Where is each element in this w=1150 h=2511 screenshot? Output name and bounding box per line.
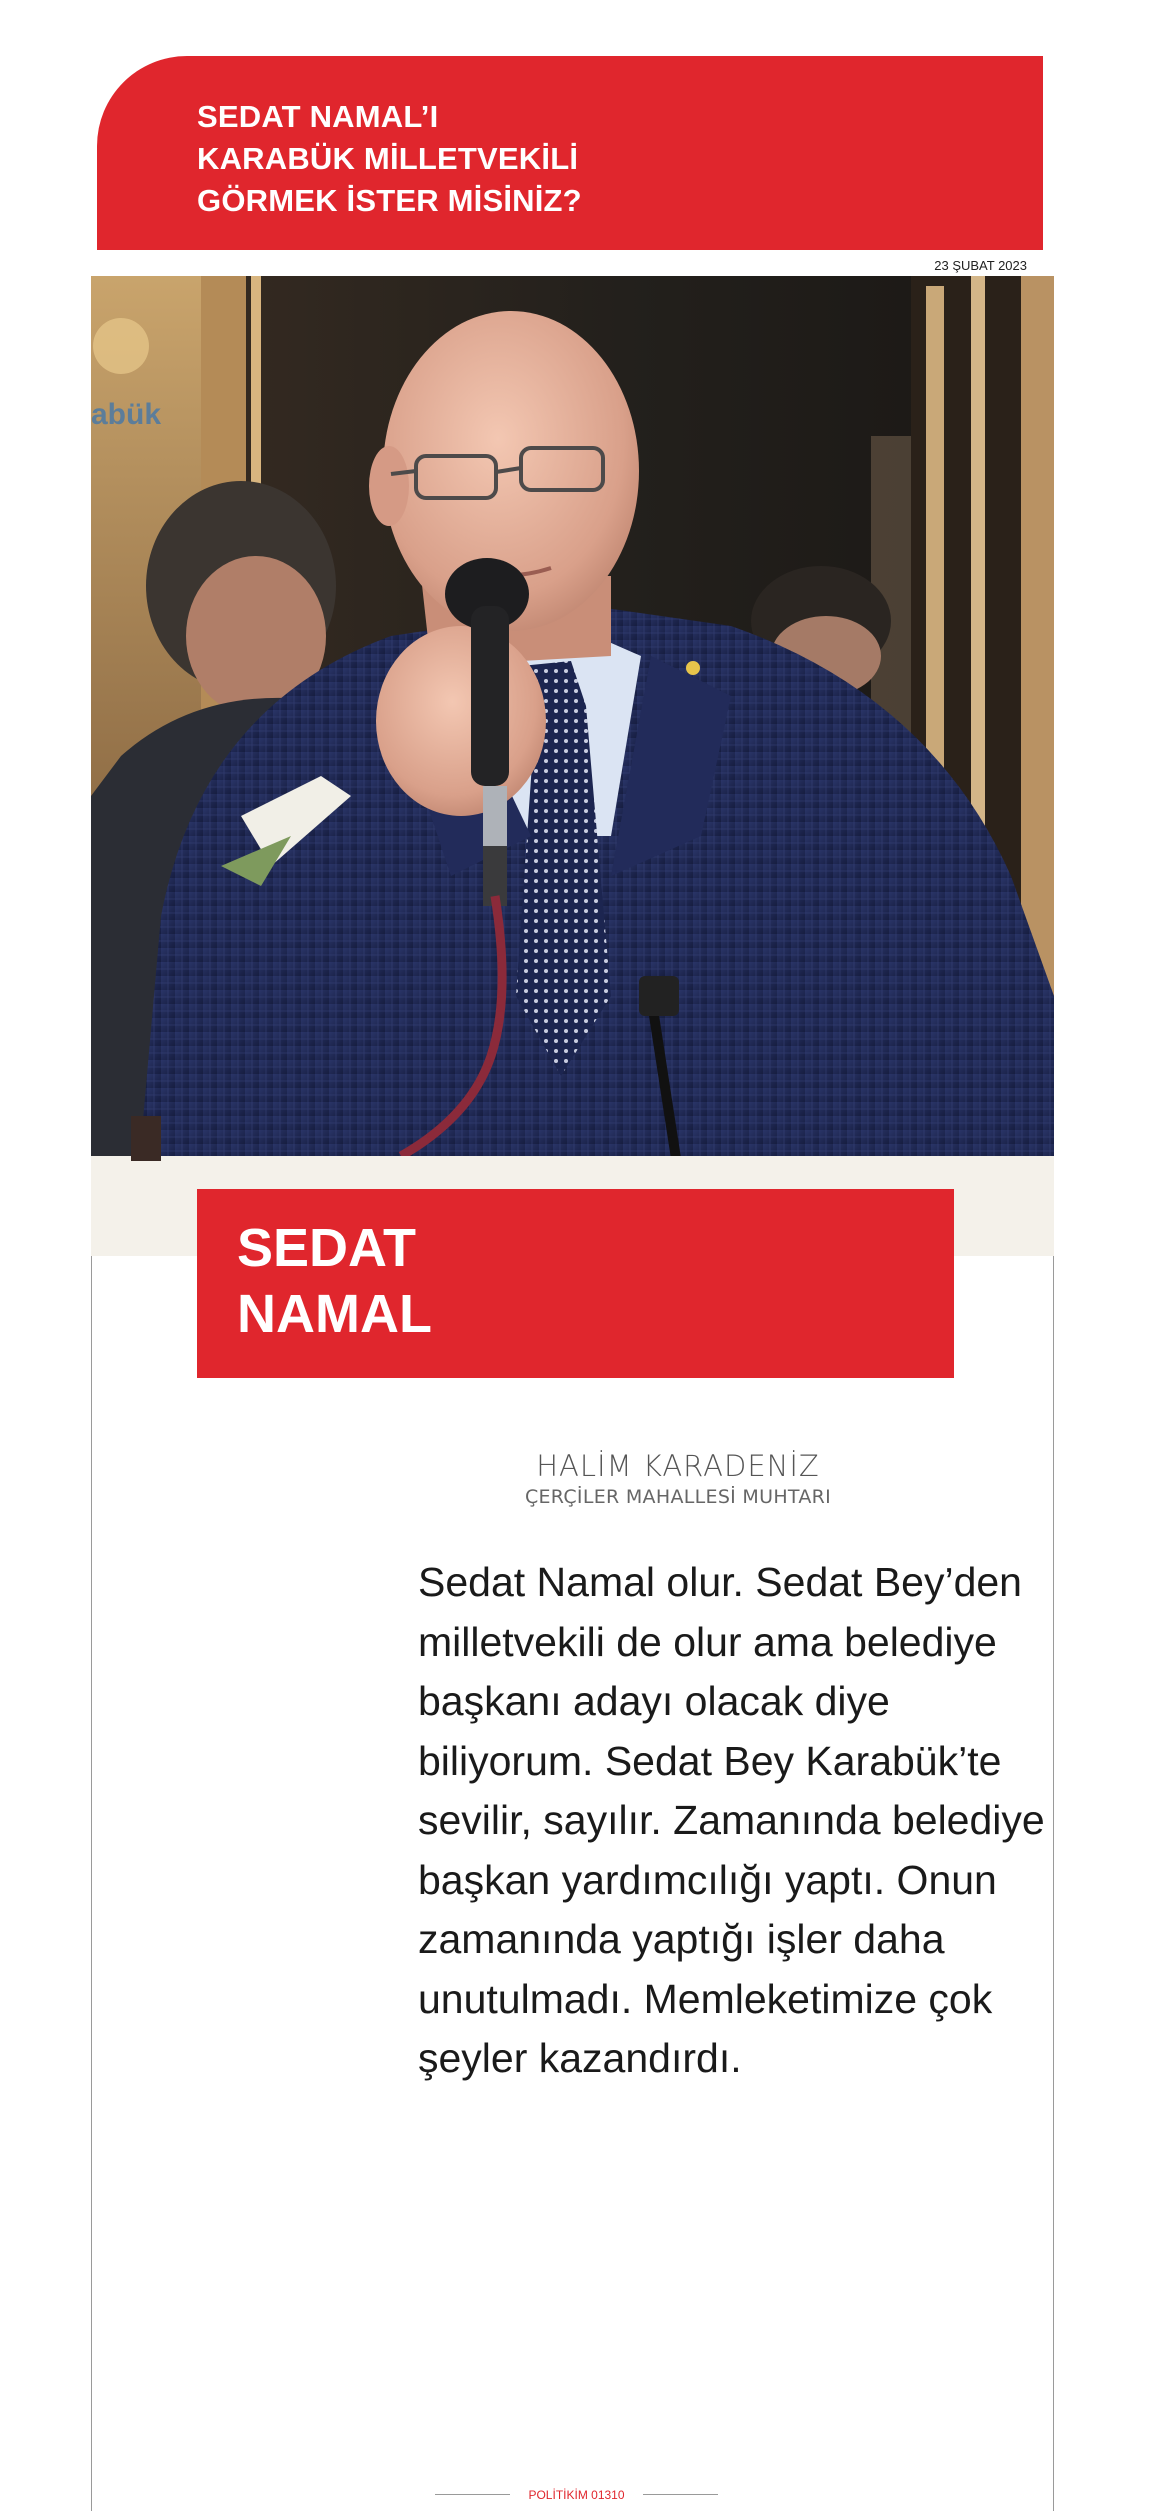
subject-first-name: SEDAT xyxy=(237,1218,417,1278)
footer-rule-right xyxy=(643,2494,718,2495)
quote-line-7: zamanında yaptığı işler daha xyxy=(418,1916,945,1962)
headline-line-1: SEDAT NAMAL’I xyxy=(197,99,439,134)
quote-line-6: başkan yardımcılığı yaptı. Onun xyxy=(418,1856,997,1903)
quote-line-5: sevilir, sayılır. Zamanında belediye xyxy=(418,1797,1045,1843)
headline-line-3: GÖRMEK İSTER MİSİNİZ? xyxy=(197,183,582,218)
page-number: POLİTİKİM 01310 xyxy=(528,2488,625,2502)
name-banner xyxy=(197,1189,954,1378)
subject-last-name: NAMAL xyxy=(237,1284,432,1344)
portrait-photo xyxy=(91,276,1054,1256)
quote-body xyxy=(418,1553,1045,2089)
subject-name xyxy=(237,1215,432,1347)
quote-line-1: Sedat Namal olur. Sedat Bey’den xyxy=(418,1559,1022,1605)
page-footer xyxy=(0,2485,1150,2505)
quote-attribution xyxy=(418,1448,938,1510)
footer-rule-left xyxy=(435,2494,510,2495)
headline-line-2: KARABÜK MİLLETVEKİLİ xyxy=(197,141,579,176)
headline xyxy=(197,96,582,222)
quote-line-4: biliyorum. Sedat Bey Karabük’te xyxy=(418,1737,1002,1784)
quote-line-3: başkanı adayı olacak diye xyxy=(418,1678,890,1724)
quote-line-9: şeyler kazandırdı. xyxy=(418,2035,742,2081)
author-role: ÇERÇİLER MAHALLESİ MUHTARI xyxy=(524,1486,832,1508)
quote-line-2: milletvekili de olur ama belediye xyxy=(418,1618,997,1665)
quote-line-8: unutulmadı. Memleketimize çok xyxy=(418,1975,993,2022)
publication-date: 23 ŞUBAT 2023 xyxy=(934,258,1027,273)
headline-banner xyxy=(97,56,1043,250)
sign-fragment: abük xyxy=(91,398,162,431)
author-name: HALİM KARADENİZ xyxy=(536,1449,820,1483)
